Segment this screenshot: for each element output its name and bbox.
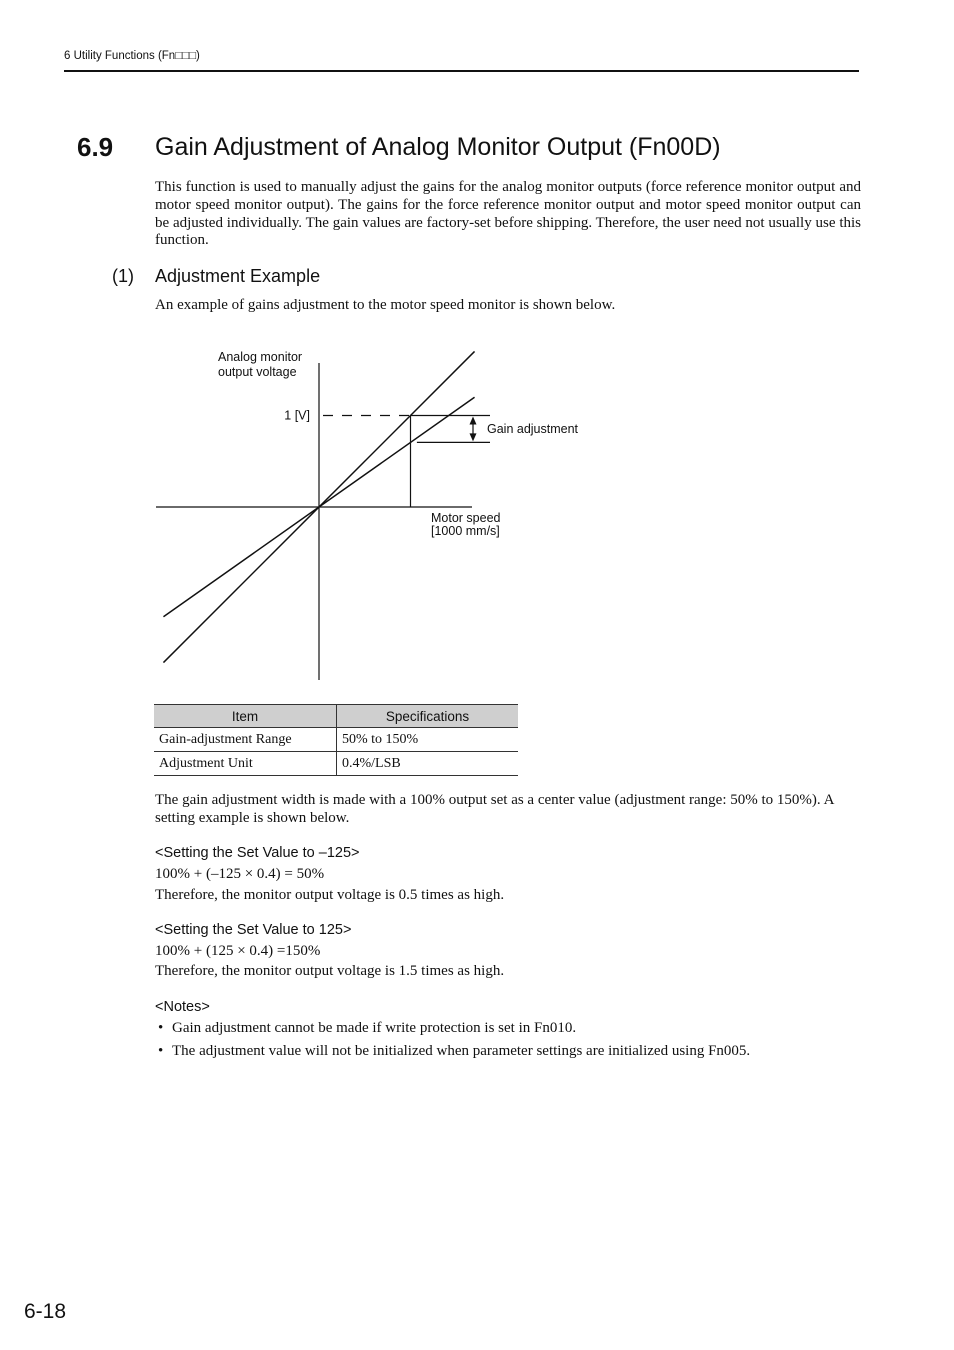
- note-item: The adjustment value will not be initialized when parameter settings are initialized using Fn005.: [172, 1043, 751, 1059]
- case2-result: Therefore, the monitor output voltage is 1.5 times as high.: [155, 963, 505, 979]
- running-header: 6 Utility Functions (Fn□□□): [64, 50, 200, 62]
- table-cell: 50% to 150%: [337, 728, 519, 752]
- section-intro: This function is used to manually adjust the gains for the analog monitor outputs (force reference monitor output and motor speed monitor output). The gains for the force reference monitor output and motor speed monitor output can be adjusted individually. The gain values are factory-set before shipping. Therefore, the user need not usually use this function.: [155, 179, 861, 249]
- subsection-title: Adjustment Example: [155, 266, 321, 286]
- spec-table: [154, 704, 518, 776]
- case1-formula: 100% + (–125 × 0.4) = 50%: [155, 866, 325, 882]
- example-intro: An example of gains adjustment to the motor speed monitor is shown below.: [155, 297, 616, 313]
- table-header-row: [154, 705, 518, 728]
- section-number: 6.9: [77, 132, 114, 162]
- arrow-up-icon: [470, 417, 477, 425]
- gain-adjustment-label: Gain adjustment: [487, 421, 579, 436]
- table-row: [154, 752, 518, 776]
- y-axis-label-line2: output voltage: [218, 365, 297, 379]
- gain-chart: [150, 340, 590, 685]
- y-tick-label: 1 [V]: [284, 408, 310, 423]
- bullet-icon: •: [158, 1043, 164, 1059]
- note-item: Gain adjustment cannot be made if write protection is set in Fn010.: [172, 1020, 577, 1036]
- table-row: [154, 728, 518, 752]
- x-axis-label-line1: Motor speed: [431, 511, 501, 525]
- gain-width-note: The gain adjustment width is made with a 100% output set as a center value (adjustment range: 50% to 150%). A setting example is shown below.: [155, 792, 834, 826]
- case2-formula: 100% + (125 × 0.4) =150%: [155, 943, 321, 959]
- y-axis-label-line1: Analog monitor: [218, 350, 303, 364]
- table-cell: 0.4%/LSB: [337, 752, 519, 776]
- case2-heading: <Setting the Set Value to 125>: [155, 922, 352, 938]
- case1-result: Therefore, the monitor output voltage is 0.5 times as high.: [155, 887, 505, 903]
- x-axis-label-line2: [1000 mm/s]: [431, 524, 500, 538]
- table-header-specifications: Specifications: [337, 705, 519, 728]
- table-header-item: Item: [154, 705, 337, 728]
- page-number: 6-18: [24, 1300, 67, 1323]
- table-cell: Gain-adjustment Range: [154, 728, 337, 752]
- arrow-down-icon: [470, 433, 477, 441]
- bullet-icon: •: [158, 1020, 164, 1036]
- case1-heading: <Setting the Set Value to –125>: [155, 845, 360, 861]
- notes-heading: <Notes>: [155, 999, 210, 1015]
- section-title: Gain Adjustment of Analog Monitor Output (Fn00D): [155, 133, 721, 161]
- table-cell: Adjustment Unit: [154, 752, 337, 776]
- subsection-number: (1): [112, 266, 134, 286]
- header-rule: [64, 70, 859, 72]
